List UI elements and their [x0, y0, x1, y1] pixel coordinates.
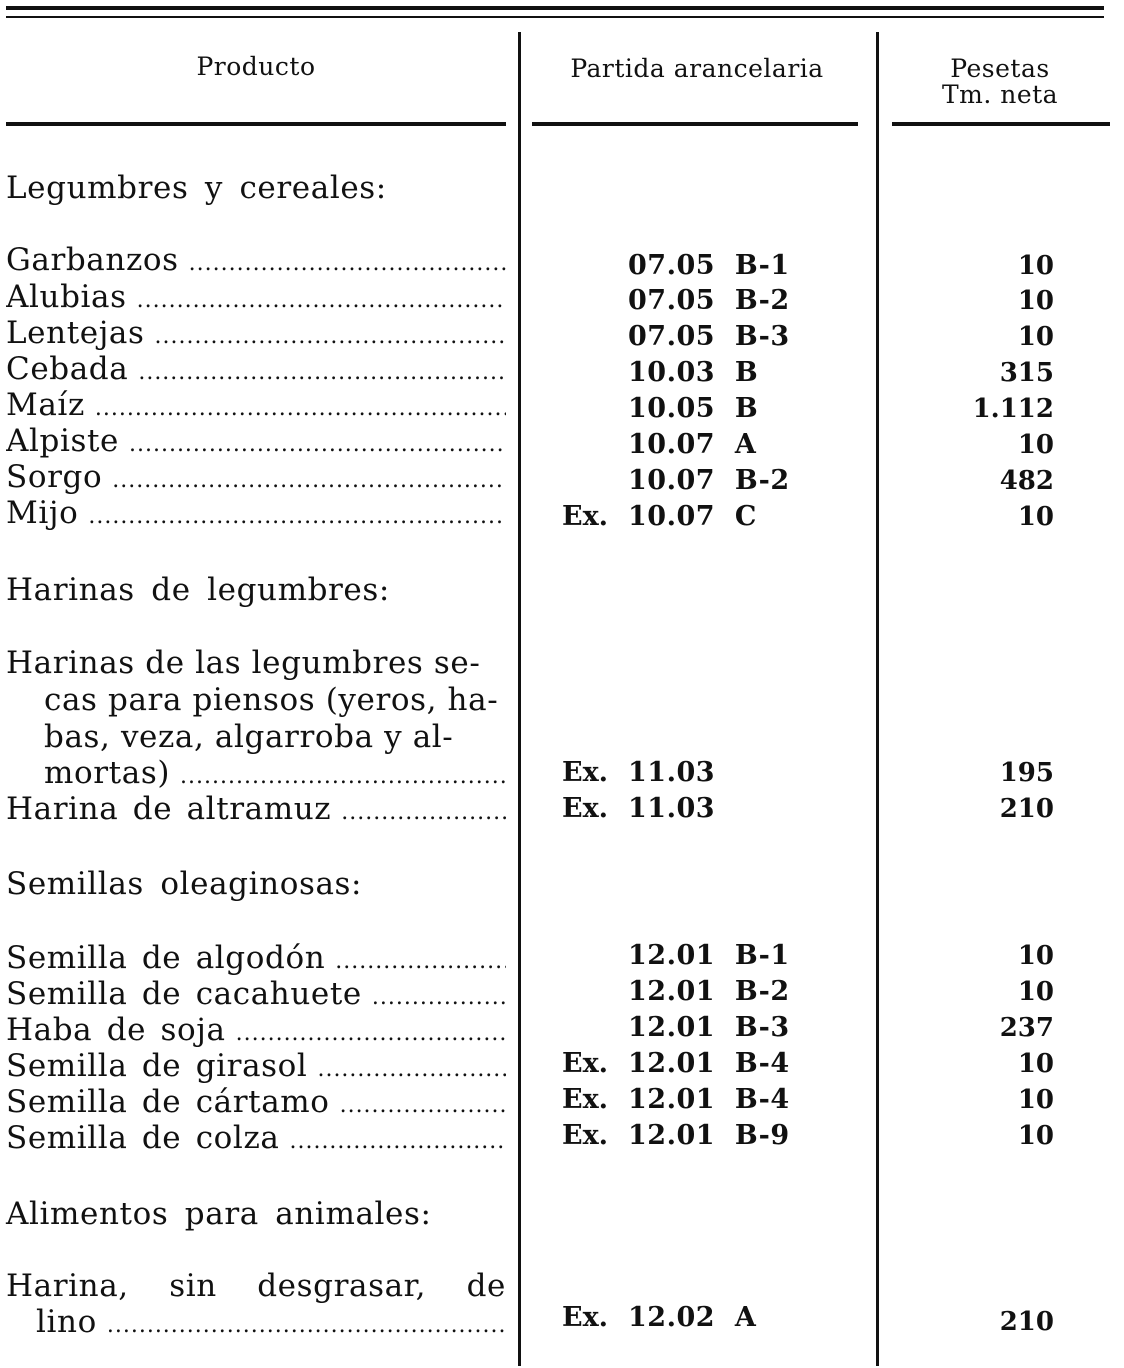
row-code-alubias: 07.05 B-2 [628, 285, 790, 316]
row-product-soja: Haba de soja ..... [6, 1012, 506, 1048]
row-product-maiz: Maíz ..... [6, 387, 506, 423]
row-value-maiz: 1.112 [972, 394, 1054, 424]
row-value-soja: 237 [999, 1013, 1054, 1043]
row-product-colza: Semilla de colza ..... [6, 1120, 506, 1156]
row-value-cebada: 315 [999, 358, 1054, 388]
row-product-cartamo: Semilla de cártamo ..... [6, 1084, 506, 1120]
row-prefix-girasol: Ex. [562, 1048, 609, 1079]
row-prefix-cartamo: Ex. [562, 1084, 609, 1115]
header-price-line1: Pesetas [950, 54, 1050, 83]
row-code-cacahuete: 12.01 B-2 [628, 976, 790, 1007]
column-divider-left [518, 32, 521, 1366]
row-desc-line2-harinas: cas para piensos (yeros, ha- [44, 682, 499, 718]
row-code-soja: 12.01 B-3 [628, 1012, 790, 1043]
row-code-algodon: 12.01 B-1 [628, 940, 790, 971]
row-value-garbanzos: 10 [1017, 251, 1054, 281]
row-product-algodon: Semilla de algodón ..... [6, 940, 506, 976]
row-value-lino: 210 [999, 1307, 1054, 1337]
row-product-lentejas: Lentejas ..... [6, 315, 506, 351]
row-desc-line1-lino: Harina, sin desgrasar, de [6, 1268, 506, 1304]
row-code-alpiste: 10.07 A [628, 429, 757, 460]
row-value-algodon: 10 [1017, 941, 1054, 971]
section-heading-semillas-oleaginosas: Semillas oleaginosas: [6, 866, 363, 902]
row-code-mijo: 10.07 C [628, 501, 757, 532]
row-product-girasol: Semilla de girasol ..... [6, 1048, 506, 1084]
header-underline-tariff [532, 122, 858, 126]
row-product-lino: lino ..... [36, 1304, 506, 1340]
row-code-harinas: 11.03 [628, 757, 716, 788]
row-code-sorgo: 10.07 B-2 [628, 465, 790, 496]
row-product-sorgo: Sorgo ..... [6, 459, 506, 495]
top-rule-thin [6, 16, 1104, 18]
row-product-garbanzos: Garbanzos ..... [6, 242, 506, 278]
row-code-garbanzos: 07.05 B-1 [628, 250, 790, 281]
row-product-alpiste: Alpiste ..... [6, 423, 506, 459]
row-desc-line1-harinas: Harinas de las legumbres se- [6, 645, 481, 681]
row-product-cacahuete: Semilla de cacahuete ..... [6, 976, 506, 1012]
row-desc-line3-harinas: bas, veza, algarroba y al- [44, 719, 454, 755]
row-value-sorgo: 482 [999, 466, 1054, 496]
row-prefix-harinas: Ex. [562, 757, 609, 788]
section-heading-alimentos-animales: Alimentos para animales: [6, 1196, 432, 1232]
row-value-altramuz: 210 [999, 794, 1054, 824]
row-value-mijo: 10 [1017, 502, 1054, 532]
row-code-cebada: 10.03 B [628, 357, 759, 388]
header-product: Producto [196, 52, 316, 81]
row-value-colza: 10 [1017, 1121, 1054, 1151]
header-price-line2: Tm. neta [941, 80, 1059, 109]
row-value-lentejas: 10 [1017, 322, 1054, 352]
header-tariff: Partida arancelaria [570, 54, 824, 83]
row-prefix-lino: Ex. [562, 1302, 609, 1333]
row-prefix-altramuz: Ex. [562, 793, 609, 824]
row-value-harinas: 195 [999, 758, 1054, 788]
row-code-colza: 12.01 B-9 [628, 1120, 790, 1151]
row-value-alubias: 10 [1017, 286, 1054, 316]
row-value-girasol: 10 [1017, 1049, 1054, 1079]
top-rule-thick [6, 6, 1104, 10]
row-value-cacahuete: 10 [1017, 977, 1054, 1007]
row-code-altramuz: 11.03 [628, 793, 716, 824]
row-code-lentejas: 07.05 B-3 [628, 321, 790, 352]
row-value-cartamo: 10 [1017, 1085, 1054, 1115]
row-code-cartamo: 12.01 B-4 [628, 1084, 790, 1115]
row-code-girasol: 12.01 B-4 [628, 1048, 790, 1079]
header-underline-product [6, 122, 506, 126]
row-product-cebada: Cebada ..... [6, 351, 506, 387]
row-value-alpiste: 10 [1017, 430, 1054, 460]
row-product-mijo: Mijo ..... [6, 495, 506, 531]
row-product-harinas: mortas) ..... [44, 755, 506, 791]
row-code-lino: 12.02 A [628, 1302, 757, 1333]
row-prefix-mijo: Ex. [562, 501, 609, 532]
section-heading-legumbres-cereales: Legumbres y cereales: [6, 170, 387, 206]
row-prefix-colza: Ex. [562, 1120, 609, 1151]
column-divider-right [876, 32, 879, 1366]
header-underline-price [892, 122, 1110, 126]
row-product-altramuz: Harina de altramuz ..... [6, 791, 506, 827]
section-heading-harinas-legumbres: Harinas de legumbres: [6, 572, 390, 608]
row-code-maiz: 10.05 B [628, 393, 759, 424]
row-product-alubias: Alubias ..... [6, 279, 506, 315]
